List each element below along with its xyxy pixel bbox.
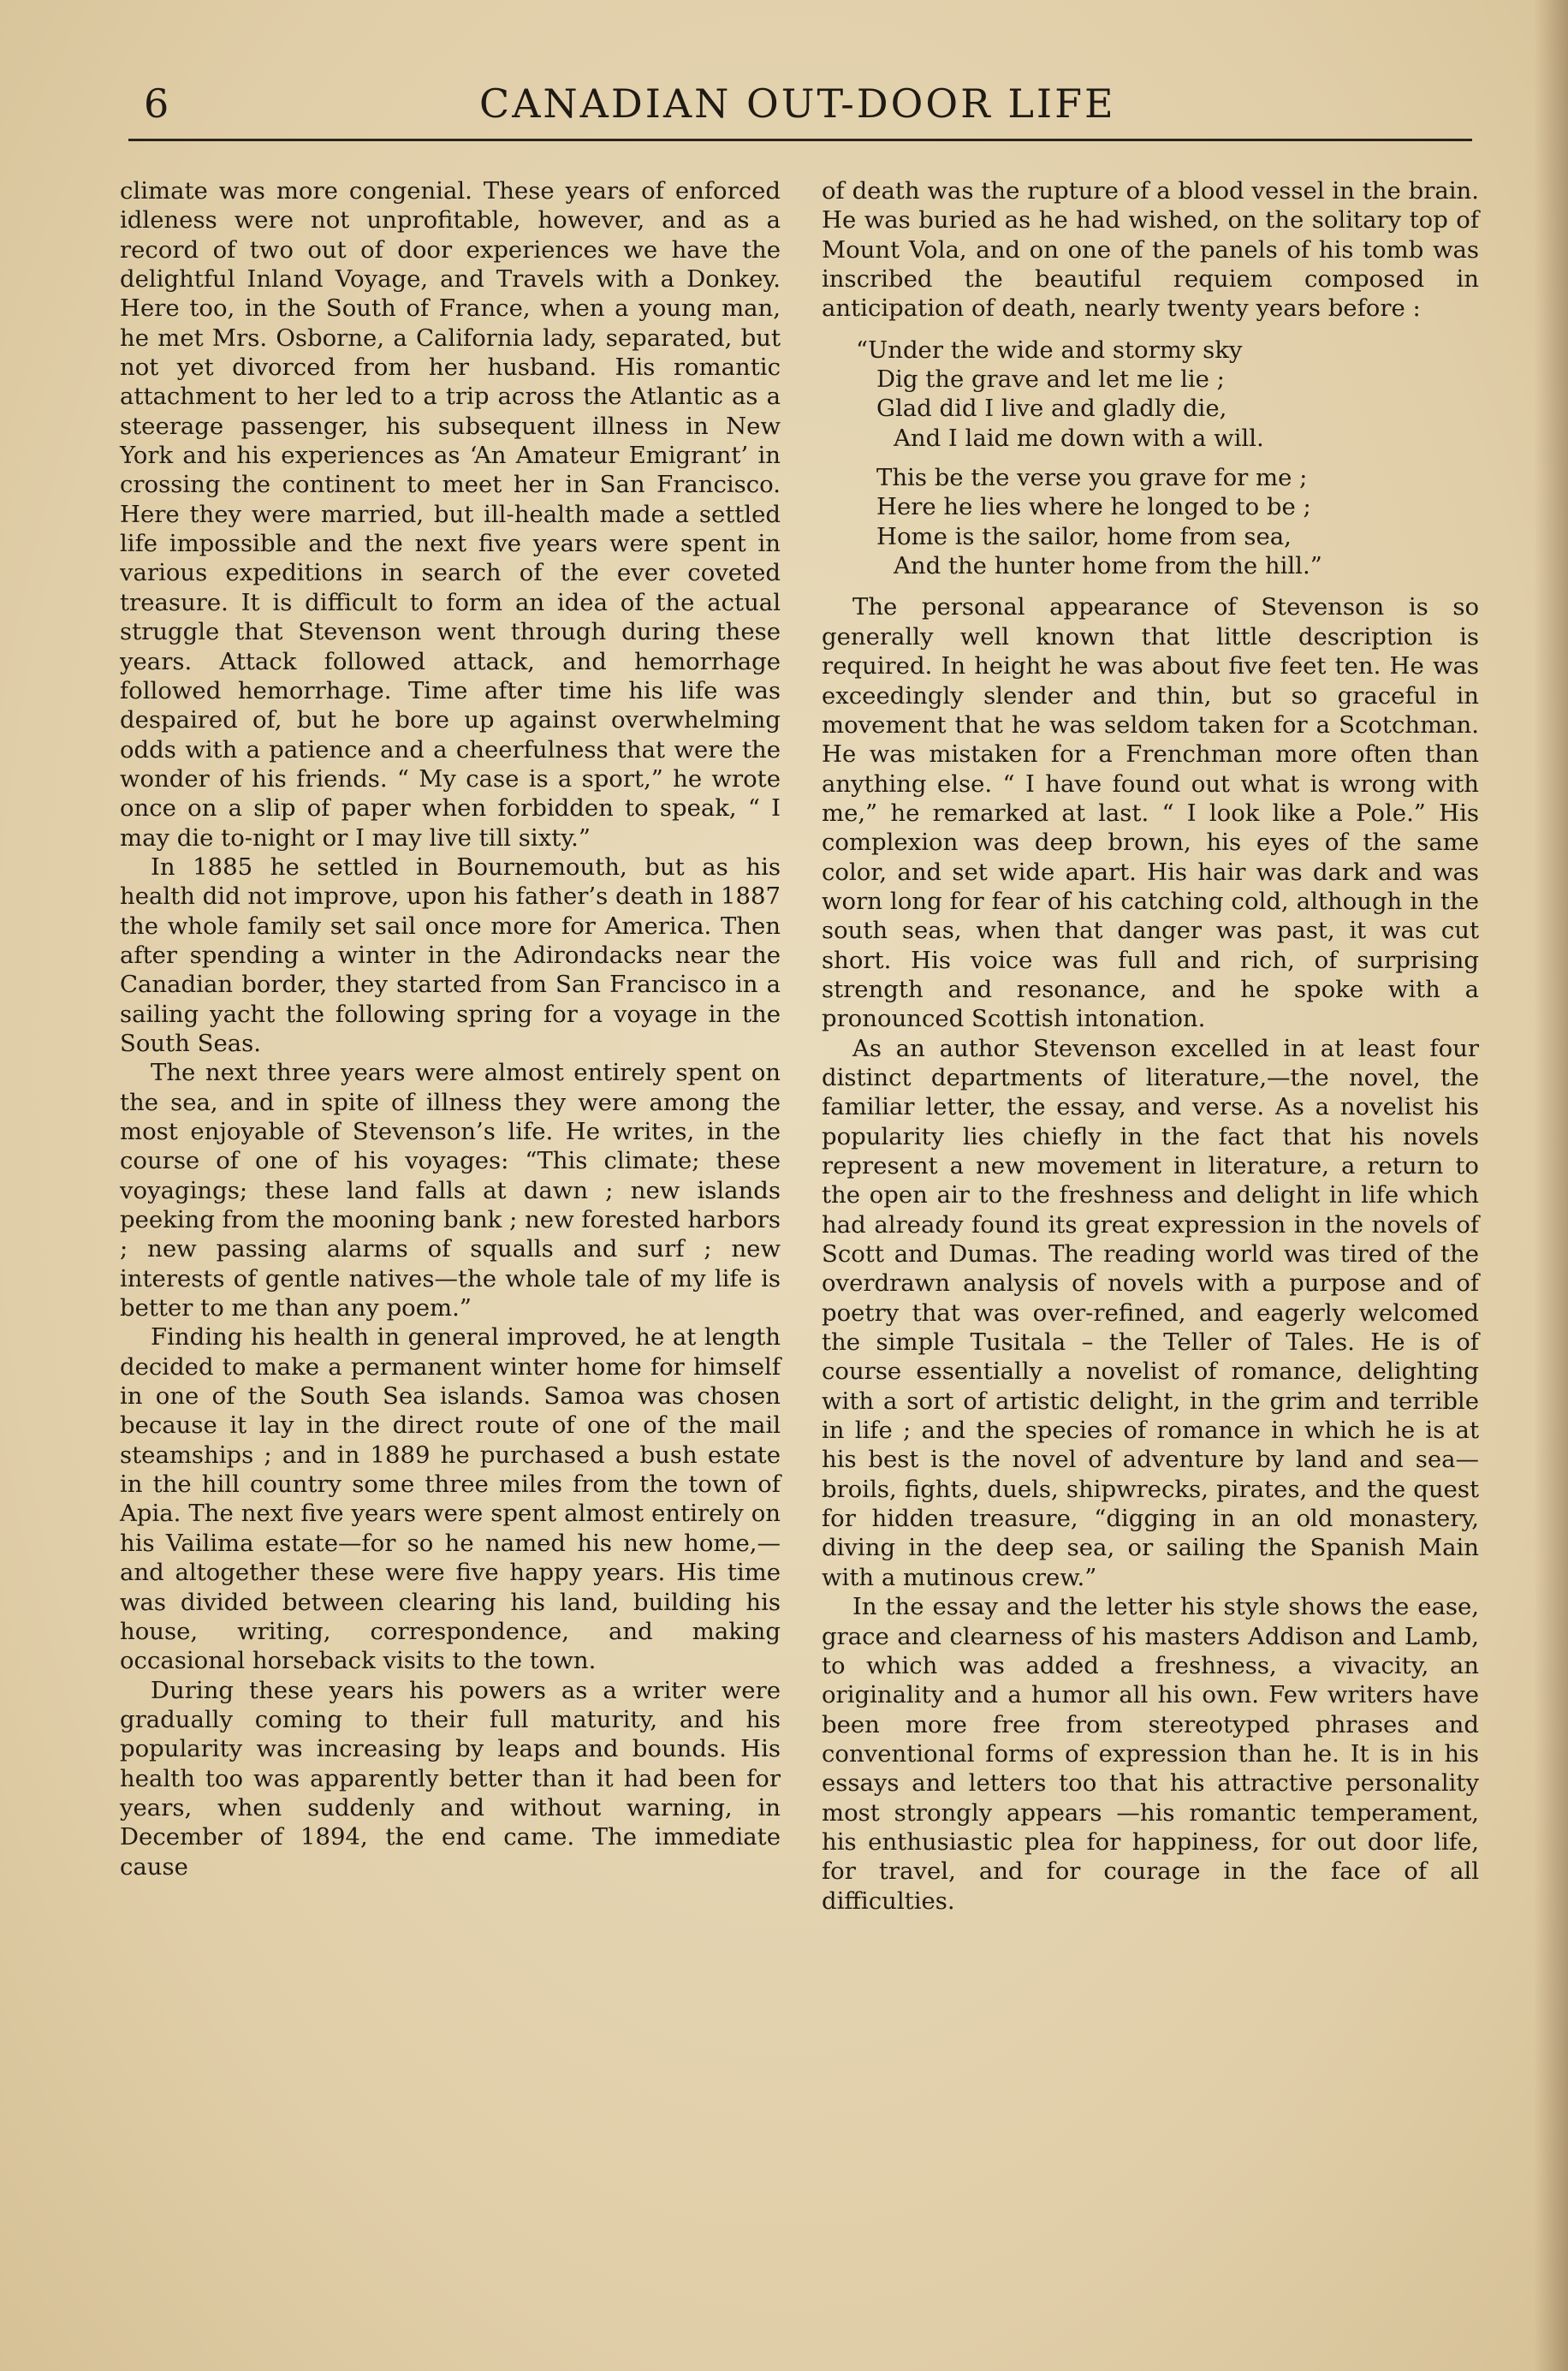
poem-line: And I laid me down with a will.: [894, 424, 1264, 452]
poem: [856, 336, 1479, 581]
paragraph: of death was the rupture of a blood vessel in the brain. He was buried as he had wished, on the solitary top of Mount Vola, and on one of the panels of his tomb was inscribed the beautiful requiem composed in anticipation of death, nearly twenty years before :: [822, 177, 1479, 323]
poem-line: Here he lies where he longed to be ;: [876, 493, 1311, 521]
poem-stanza: [856, 336, 1479, 453]
right-column: [822, 176, 1479, 1916]
poem-line: And the hunter home from the hill.”: [894, 552, 1322, 580]
poem-line: This be the verse you grave for me ;: [876, 464, 1308, 492]
paragraph: During these years his powers as a writer were gradually coming to their full maturity, and his popularity was increasing by leaps and bounds. His health too was apparently better than it had been for years, when suddenly and without warning, in December of 1894, the end came. The immediate cause: [120, 1676, 781, 1881]
left-column: [120, 176, 781, 1881]
paragraph: climate was more congenial. These years of enforced idleness were not unprofitable, however, and as a record of two out of door experiences we have the delightful Inland Voyage, and Travels with a Donkey. Here too, in the South of France, when a young man, he met Mrs. Osborne, a California lady, separated, but not yet divorced from her husband. His romantic attachment to her led to a trip across the Atlantic as a steerage passenger, his subsequent illness in New York and his experiences as ‘An Amateur Emigrant’ in crossing the continent to meet her in San Francisco. Here they were married, but ill-health made a settled life impossible and the next five years were spent in various expeditions in search of the ever coveted treasure. It is difficult to form an idea of the actual struggle that Stevenson went through during these years. Attack followed attack, and hemorrhage followed hemorrhage. Time after time his life was despaired of, but he bore up against overwhelming odds with a patience and a cheerfulness that were the wonder of his friends. “ My case is a sport,” he wrote once on a slip of paper when forbidden to speak, “ I may die to-night or I may live till sixty.”: [120, 177, 781, 852]
header-rule: [128, 139, 1472, 141]
paragraph: As an author Stevenson excelled in at least four distinct departments of literature,—the novel, the familiar letter, the essay, and verse. As a novelist his popularity lies chiefly in the fact that his novels represent a new movement in literature, a return to the open air to the freshness and delight in life which had already found its great expression in the novels of Scott and Dumas. The reading world was tired of the overdrawn analysis of novels with a purpose and of poetry that was over-refined, and eagerly welcomed the simple Tusitala – the Teller of Tales. He is of course essentially a novelist of romance, delighting with a sort of artistic delight, in the grim and terrible in life ; and the species of romance in which he is at his best is the novel of adventure by land and sea—broils, fights, duels, shipwrecks, pirates, and the quest for hidden treasure, “digging in an old monastery, diving in the deep sea, or sailing the Spanish Main with a mutinous crew.”: [822, 1034, 1479, 1591]
page-number: 6: [144, 80, 170, 127]
poem-line: Dig the grave and let me lie ;: [876, 365, 1225, 394]
paragraph: In the essay and the letter his style shows the ease, grace and clearness of his masters Addison and Lamb, to which was added a freshness, a vivacity, an originality and a humor all his own. Few writers have been more free from stereotyped phrases and conventional forms of expression than he. It is in his essays and letters too that his attractive personality most strongly appears —his romantic temperament, his enthusiastic plea for happiness, for out door life, for travel, and for courage in the face of all difficulties.: [822, 1593, 1479, 1915]
paragraph: The next three years were almost entirely spent on the sea, and in spite of illness they were among the most enjoyable of Stevenson’s life. He writes, in the course of one of his voyages: “This climate; these voyagings; these land falls at dawn ; new islands peeking from the mooning bank ; new forested harbors ; new passing alarms of squalls and surf ; new interests of gentle natives—the whole tale of my life is better to me than any poem.”: [120, 1059, 781, 1322]
poem-line: Home is the sailor, home from sea,: [876, 522, 1292, 550]
poem-line: “Under the wide and stormy sky: [856, 336, 1243, 364]
paragraph: Finding his health in general improved, he at length decided to make a permanent winter home for himself in one of the South Sea islands. Samoa was chosen because it lay in the direct route of one of the mail steamships ; and in 1889 he purchased a bush estate in the hill country some three miles from the town of Apia. The next five years were spent almost entirely on his Vailima estate—for so he named his new home,—and altogether these were five happy years. His time was divided between clearing his land, building his house, writing, correspondence, and making occasional horseback visits to the town.: [120, 1323, 781, 1675]
poem-line: Glad did I live and gladly die,: [876, 395, 1227, 423]
paragraph: In 1885 he settled in Bournemouth, but as his health did not improve, upon his father’s death in 1887 the whole family set sail once more for America. Then after spending a winter in the Adirondacks near the Canadian border, they started from San Francisco in a sailing yacht the following spring for a voyage in the South Seas.: [120, 853, 781, 1057]
poem-stanza: [856, 463, 1479, 580]
paragraph: The personal appearance of Stevenson is so generally well known that little description is required. In height he was about five feet ten. He was exceedingly slender and thin, but so graceful in movement that he was seldom taken for a Scotchman. He was mistaken for a Frenchman more often than anything else. “ I have found out what is wrong with me,” he remarked at last. “ I look like a Pole.” His complexion was deep brown, his eyes of the same color, and set wide apart. His hair was dark and was worn long for fear of his catching cold, although in the south seas, when that danger was past, it was cut short. His voice was full and rich, of surprising strength and resonance, and he spoke with a pronounced Scottish intonation.: [822, 593, 1479, 1033]
page-edge-shadow: [1534, 0, 1568, 2371]
running-head: CANADIAN OUT-DOOR LIFE: [479, 80, 1116, 127]
